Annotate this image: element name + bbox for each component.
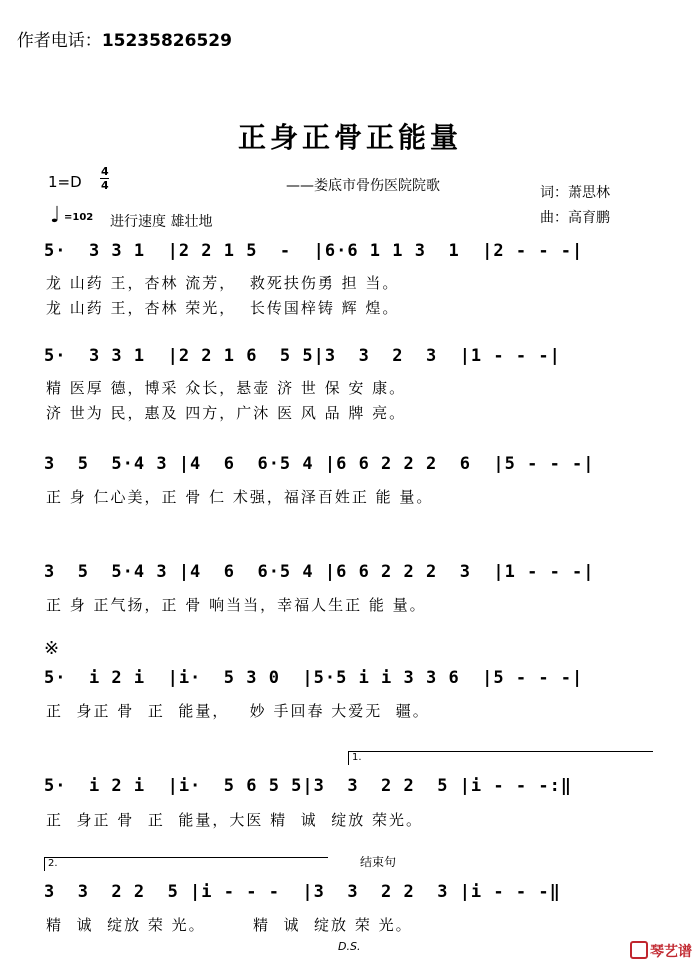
tempo-marking: 进行速度 雄壮地 <box>110 214 213 230</box>
tempo-value: =102 <box>64 212 94 223</box>
notation-line-2: 5· 3 3 1 |2 2 1 6 5 5|3 3 2 3 |1 - - -| <box>44 346 561 366</box>
second-ending-bracket-side <box>44 857 45 871</box>
notation-line-6: 5· i 2 i |i· 5 6 5 5|3 3 2 2 5 |i - - -:‖ <box>44 776 573 796</box>
lyric-line-6: 正 身正 骨 正 能量，大医 精 诚 绽放 荣光。 <box>46 811 423 829</box>
quarter-note-icon: ♩ <box>50 203 61 228</box>
lyric-line-1b: 龙 山药 王，杏林 荣光， 长传国梓铸 辉 煌。 <box>46 299 400 317</box>
lyric-line-3: 正 身 仁心美，正 骨 仁 术强，福泽百姓正 能 量。 <box>46 488 434 506</box>
notation-line-1: 5· 3 3 1 |2 2 1 5 - |6·6 1 1 3 1 |2 - - -| <box>44 241 584 261</box>
author-contact <box>6 6 232 51</box>
lyric-line-5: 正 身正 骨 正 能量， 妙 手回春 大爱无 疆。 <box>46 702 430 720</box>
lyric-line-7: 精 诚 绽放 荣 光。 精 诚 绽放 荣 光。 <box>46 916 413 934</box>
segno-sign: ※ <box>44 638 60 659</box>
lyric-line-2a: 精 医厚 德，博采 众长，悬壶 济 世 保 安 康。 <box>46 379 407 397</box>
first-ending-bracket <box>348 751 653 752</box>
notation-line-3: 3 5 5·4 3 |4 6 6·5 4 |6 6 2 2 2 6 |5 - - -| <box>44 454 595 474</box>
time-signature-top: 4 <box>101 165 109 178</box>
dal-segno-mark: D.S. <box>338 940 361 953</box>
key-signature: 1=D <box>48 173 82 191</box>
song-title: 正身正骨正能量 <box>237 121 462 154</box>
notation-line-5: 5· i 2 i |i· 5 3 0 |5·5 i i 3 3 6 |5 - - -| <box>44 668 584 688</box>
lyric-line-2b: 济 世为 民，惠及 四方，广沐 医 风 品 牌 亮。 <box>46 404 407 422</box>
qinyipu-logo-icon <box>630 941 648 959</box>
site-watermark <box>620 925 692 961</box>
contact-phone: 15235826529 <box>101 31 232 51</box>
watermark-text: 琴艺谱 <box>650 944 692 960</box>
first-ending-bracket-side <box>348 751 349 765</box>
subtitle: ——娄底市骨伤医院院歌 <box>286 178 440 194</box>
lyricist: 词：萧思林 <box>540 185 610 201</box>
lyric-line-4: 正 身 正气扬，正 骨 响当当，幸福人生正 能 量。 <box>46 596 427 614</box>
second-ending-bracket <box>44 857 328 858</box>
composer: 曲：高育鹏 <box>540 210 610 226</box>
contact-label: 作者电话： <box>16 31 102 51</box>
notation-line-7: 3 3 2 2 5 |i - - - |3 3 2 2 3 |i - - -‖ <box>44 882 561 902</box>
coda-label: 结束句 <box>360 855 397 869</box>
time-signature-bottom: 4 <box>101 179 109 192</box>
second-ending-label: 2. <box>48 858 58 869</box>
first-ending-label: 1. <box>352 752 362 763</box>
lyric-line-1a: 龙 山药 王，杏林 流芳， 救死扶伤勇 担 当。 <box>46 274 400 292</box>
notation-line-4: 3 5 5·4 3 |4 6 6·5 4 |6 6 2 2 2 3 |1 - - -| <box>44 562 595 582</box>
